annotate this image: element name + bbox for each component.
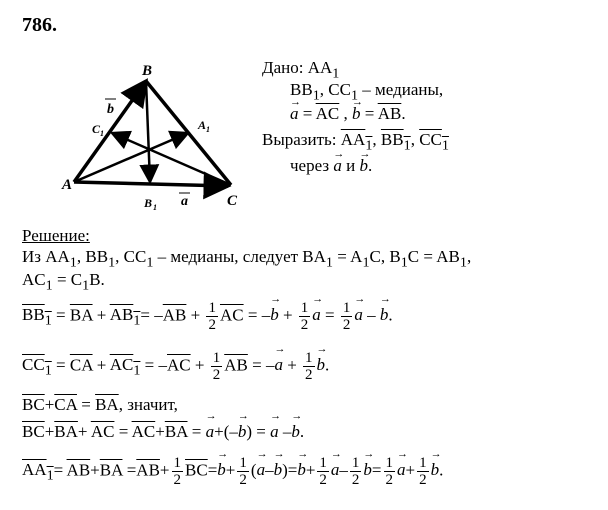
equation-aa1: $AA_1= \overline{AB}+\overline{BA} =\overline{AB}+$ $\frac{1}{2}$ $\overline{BC}=\to b+$ $\frac{1}{2}$ (→ a–→ b)=→ b+ $\frac{1}{2}$ → a– $\frac{1}{2}$ → b= $\frac{1}{2}$ → a+ $\frac{1}{2}$ → b. [22,455,443,488]
t: CC [22,355,45,375]
eq: = [298,104,316,123]
denominator: 2 [300,317,309,333]
vec-ca: $\overline{CA}$ [69,355,93,375]
sub: 1 [441,137,449,154]
t: = C [52,270,83,289]
given-cc: , CC [319,80,351,99]
minus: – [261,305,271,325]
vec-a: → a [274,355,283,375]
minus: – [265,460,274,480]
numerator: 1 [342,300,351,316]
given-line-3 [290,104,406,124]
side-bc [146,81,231,185]
vec-b: → b [352,104,361,124]
t: BB [22,305,45,325]
vec-ac: $\overline{AC}$ [90,422,115,441]
vec-b: → b [380,305,389,325]
sub: 1 [362,254,370,271]
vec-ab: $\overline{AB}$ [162,305,187,325]
label-a1-sub: 1 [206,125,210,134]
t: AA [22,460,47,480]
solution-line-2 [22,270,105,295]
sub: 1 [69,254,77,271]
vec-b: → b [297,460,306,480]
vec-b: → b [431,460,440,480]
numerator: 1 [351,455,360,471]
fraction [303,350,315,383]
via: через [290,156,330,175]
znachit: , значит, [118,395,178,414]
numerator: 1 [300,300,309,316]
fraction [384,455,396,488]
sub: 1 [146,254,154,271]
sub: 1 [365,137,373,154]
eq: = [360,104,378,123]
equation-bc-ba-ac: $\overline{BC}+\overline{BA}+ \overline{AC} = \overline{AC}+\overline{BA}$ = → a+(–→ b) = → a –→ b. [22,422,304,442]
vec-cc1 [22,355,52,379]
dot: . [401,104,406,123]
vec-b: → b [274,460,283,480]
vec-a: → a [290,104,299,124]
vec-b: → b [363,460,372,480]
vec-a: → a [397,460,406,480]
vec-ac: $\overline{AC}$ [167,355,191,375]
vec-cc1 [419,130,449,154]
vec-ca: $\overline{CA}$ [54,395,77,414]
vec-bb1 [22,305,52,329]
t: AC [109,355,134,375]
vec-b: → b [317,355,326,375]
minus: – [282,422,292,441]
denominator: 2 [305,367,313,383]
given-aa: AA [307,58,333,77]
sub: 1 [459,254,467,271]
denominator: 2 [385,472,393,488]
sub: 1 [108,254,116,271]
sub: 1 [400,254,408,271]
label-b1: B [144,196,153,210]
t: – медианы, следует BA [153,247,326,266]
median-bb1 [146,81,150,182]
sub: 1 [325,254,333,271]
vec-ab: $\overline{AB}$ [224,355,248,375]
minus: – [265,355,275,375]
bb: BB [380,130,404,149]
vec-bc: $\overline{BC}$ [185,460,208,480]
cc: CC [419,130,442,149]
vec-bb1 [380,130,411,154]
aa: AA [340,130,366,149]
label-vec-b: b [107,102,114,117]
given-line-4: Выразить: $AA_1$, $BB_1$, $CC_1$ [262,130,449,154]
vec-a: → a [206,422,215,442]
vec-b: → b [238,422,247,442]
label-b: B [142,63,153,79]
fraction [350,455,362,488]
denominator: 2 [319,472,327,488]
vec-aa1 [22,460,54,484]
sub: 1 [350,87,359,104]
denominator: 2 [419,472,427,488]
sub: 1 [133,362,141,379]
vec-ac: $\overline{AC}$ [315,104,340,123]
equation-bb1: $BB_1 = \overline{BA} + AB_1= -\overline{AB}$ + $\frac{1}{2}$ $\overline{AC}$ = –→ b + $\frac{1}{2}$ → a = $\frac{1}{2}$ → a – → b. [22,300,393,333]
vec-ba: $\overline{BA}$ [99,460,123,480]
minus: – [154,305,163,325]
vec-b: → b [359,156,368,176]
vec-ab: $\overline{AB}$ [136,460,160,480]
vec-bc: $\overline{BC}$ [22,395,45,414]
sub: 1 [82,277,90,294]
sub: 1 [332,65,340,82]
solution-line-1 [22,247,471,272]
vec-a: → a [354,305,363,325]
numerator: 1 [385,455,393,471]
label-a1: A [198,118,207,132]
minus: – [367,305,376,325]
sub: 1 [312,87,320,104]
vec-a: → a [270,422,279,442]
vec-bc: $\overline{BC}$ [22,422,45,441]
problem-number: 786. [22,14,57,36]
sub: 1 [45,277,53,294]
t: = A [333,247,363,266]
fraction [299,300,311,333]
vec-ba: $\overline{BA}$ [95,395,119,414]
and: и [346,156,356,175]
sub: 1 [44,362,52,379]
minus: – [339,460,348,480]
label-a: A [62,177,73,193]
t: AB [109,305,134,325]
vec-ab: $\overline{AB}$ [377,104,402,123]
dot: . [367,156,373,175]
label-c1: C [92,122,101,136]
numerator: 1 [305,350,313,366]
fraction [211,350,223,383]
given-title: Дано: [262,58,304,77]
vec-ba: $\overline{BA}$ [69,305,93,325]
vec-a: → a [333,156,342,176]
sub: 1 [44,312,52,329]
t: AC [22,270,46,289]
label-b1-sub: 1 [153,203,157,212]
fraction [417,455,429,488]
label-vec-a: a [181,194,188,209]
t: C, B [369,247,401,266]
vec-b: → b [217,460,226,480]
label-c: C [227,193,238,209]
t: ) [246,422,253,441]
fraction [172,455,184,488]
t: C = AB [407,247,460,266]
t: , [466,247,472,266]
numerator: 1 [212,350,221,366]
denominator: 2 [208,317,216,333]
solution-heading: Решение: [22,226,90,245]
vec-ab: $\overline{AB}$ [66,460,91,480]
t: Из AA [22,247,70,266]
vec-a: → a [331,460,340,480]
sub: 1 [133,312,141,329]
express-label: Выразить: [262,130,337,149]
given-line-2 [290,80,443,105]
denominator: 2 [173,472,182,488]
fraction [237,455,249,488]
fraction [317,455,329,488]
vec-b: → b [270,305,279,325]
sub: 1 [46,467,54,484]
vec-ba: $\overline{BA}$ [164,422,188,441]
vec-b: → b [291,422,300,442]
denominator: 2 [212,367,221,383]
label-c1-sub: 1 [100,129,104,138]
numerator: 1 [208,300,216,316]
given-medians: – медианы, [358,80,444,99]
numerator: 1 [319,455,327,471]
equation-cc1: $CC_1 = \overline{CA} + AC_1 = -\overline{AC}$ + $\frac{1}{2}$ $\overline{AB}$ = –→ a + $\frac{1}{2}$ → b. [22,350,329,383]
vec-ba: $\overline{BA}$ [54,422,78,441]
numerator: 1 [239,455,247,471]
given-line-5 [290,156,372,176]
t: B. [89,270,105,289]
vec-ab1 [109,305,141,329]
comma: , [339,104,353,123]
t: , BB [76,247,109,266]
vec-a: → a [312,305,321,325]
sub: 1 [403,137,411,154]
denominator: 2 [239,472,247,488]
triangle-figure [60,55,250,215]
minus: – [158,355,167,375]
denominator: 2 [342,317,351,333]
given-bb: BB [290,80,313,99]
fraction [341,300,353,333]
numerator: 1 [419,455,427,471]
equation-bc-ca: $\overline{BC}+\overline{CA} = \overline{BA}$, значит, [22,395,178,414]
vec-ac: $\overline{AC}$ [131,422,156,441]
numerator: 1 [173,455,182,471]
vec-ac: $\overline{AC}$ [219,305,244,325]
t: , CC [115,247,147,266]
t: (– [223,422,238,441]
fraction [206,300,218,333]
denominator: 2 [351,472,360,488]
vec-a: → a [257,460,266,480]
side-ac [74,182,228,186]
vec-ac1 [109,355,141,379]
